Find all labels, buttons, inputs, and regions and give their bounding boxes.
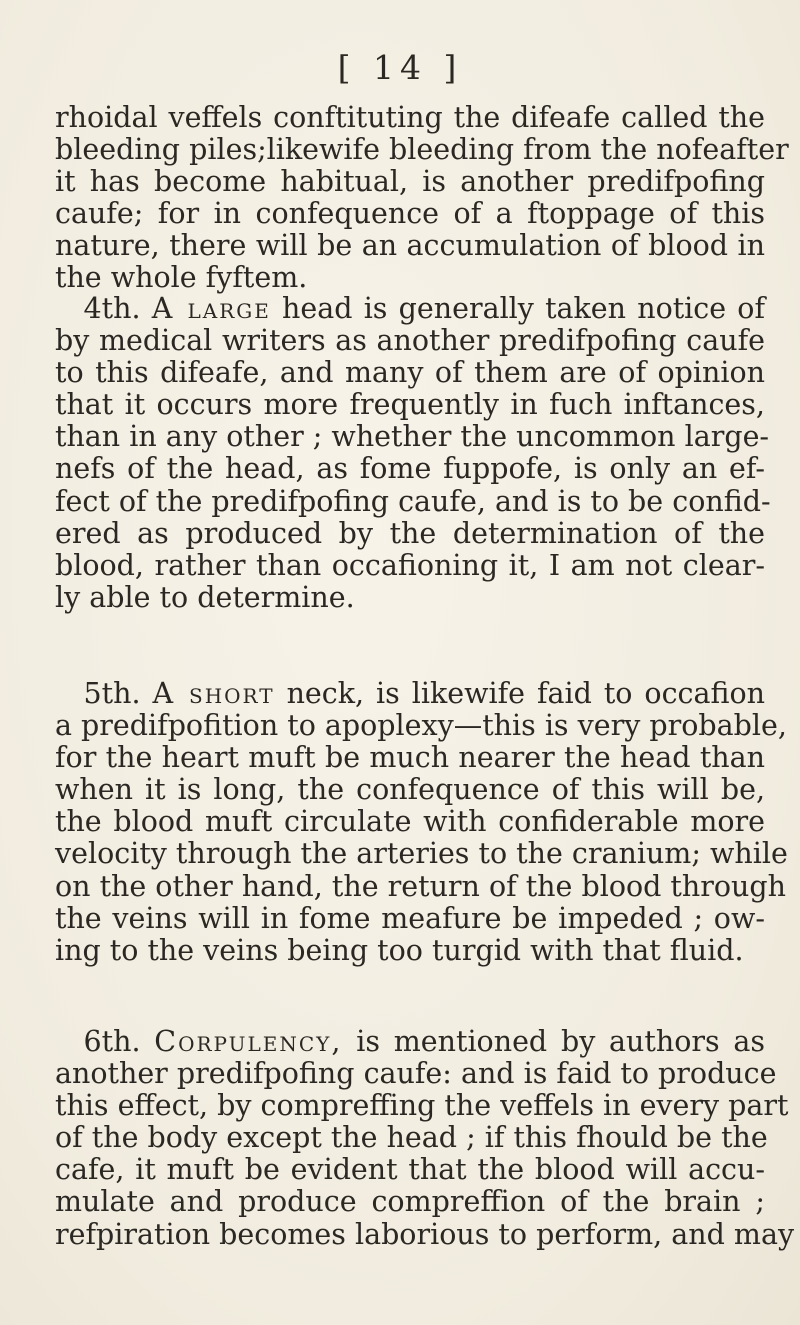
text-line: the whole fyftem. xyxy=(55,261,308,295)
text-line: rhoidal veffels conftituting the difeafe called the xyxy=(55,101,765,134)
paragraph-4th-large-head xyxy=(55,292,771,614)
text-line: ered as produced by the determination of the xyxy=(55,516,765,550)
text-line-first xyxy=(55,293,765,325)
text-line: mulate and produce compreffion of the brain ; xyxy=(55,1185,765,1219)
text-line: of the body except the head ; if this fhould be the xyxy=(55,1121,768,1155)
first-line-rest: neck, is likewife faid to occafion xyxy=(286,677,766,710)
text-line: for the heart muft be much nearer the head than xyxy=(55,741,765,775)
text-line: it has become habitual, is another predifpofing xyxy=(55,165,765,199)
text-line: a predifpofition to apoplexy—this is very probable, xyxy=(55,709,787,743)
text-line: velocity through the arteries to the cranium; while xyxy=(55,837,788,871)
text-line: than in any other ; whether the uncommon large- xyxy=(55,420,770,454)
text-line: when it is long, the confequence of this will be, xyxy=(55,773,765,807)
section-number: 4th. xyxy=(83,292,141,325)
text-line: caufe; for in confequence of a ftoppage of this xyxy=(55,197,765,231)
text-line: cafe, it muft be evident that the blood will accu- xyxy=(55,1153,765,1187)
first-line-rest: is mentioned by authors as xyxy=(356,1025,766,1058)
text-line: that it occurs more frequently in fuch inftances, xyxy=(55,388,765,422)
text-line: this effect, by compreffing the veffels in every part xyxy=(55,1089,789,1123)
text-line: nature, there will be an accumulation of blood in xyxy=(55,229,765,263)
text-line: nefs of the head, as fome fuppofe, is only an ef- xyxy=(55,452,765,486)
section-keyword: A large xyxy=(151,292,271,325)
text-line-first xyxy=(55,1026,765,1058)
text-line: the blood muft circulate with confiderable more xyxy=(55,805,765,839)
text-line: ing to the veins being too turgid with that fluid. xyxy=(55,933,744,967)
text-line: ly able to determine. xyxy=(55,580,355,614)
text-line-first xyxy=(55,678,765,710)
text-line: fect of the predifpofing caufe, and is to be confid- xyxy=(55,484,771,518)
section-keyword: Corpulency, xyxy=(154,1025,343,1058)
section-number: 6th. xyxy=(83,1025,141,1058)
text-line: bleeding piles;likewife bleeding from the nofeafter xyxy=(55,133,789,167)
paragraph-5th-short-neck xyxy=(55,677,788,967)
paragraph-continuation xyxy=(55,101,789,295)
text-line: the veins will in fome meafure be impeded ; ow- xyxy=(55,901,765,935)
section-keyword: A short xyxy=(152,677,275,710)
paragraph-6th-corpulency xyxy=(55,1025,795,1251)
section-number: 5th. xyxy=(83,677,141,710)
first-line-rest: head is generally taken notice of xyxy=(282,292,766,325)
text-line: on the other hand, the return of the blood through xyxy=(55,869,786,903)
text-line: another predifpofing caufe: and is faid to produce xyxy=(55,1057,777,1091)
text-line: blood, rather than occafioning it, I am not clear- xyxy=(55,548,765,582)
text-line: refpiration becomes laborious to perform, and may xyxy=(55,1217,795,1251)
text-line: to this difeafe, and many of them are of opinion xyxy=(55,356,765,390)
page-number: [ 14 ] xyxy=(337,48,463,87)
text-line: by medical writers as another predifpofing caufe xyxy=(55,324,765,358)
